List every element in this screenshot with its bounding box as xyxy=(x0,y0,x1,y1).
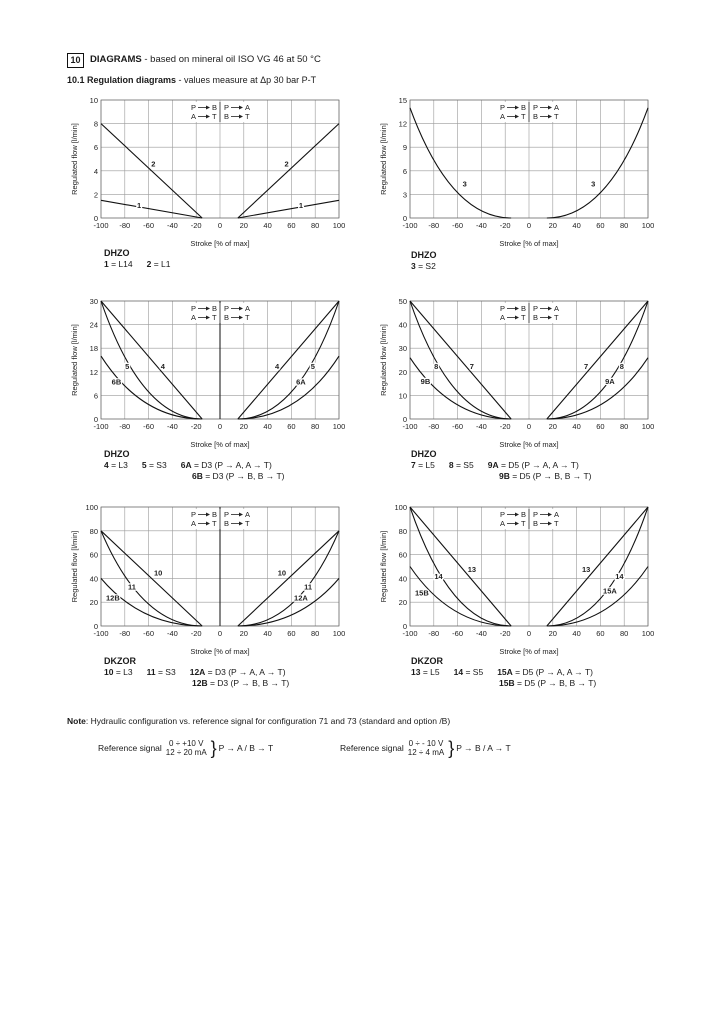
legend-entry: 14 = S5 xyxy=(453,667,484,677)
flow-symbol-port: A xyxy=(500,519,506,528)
y-tick-label: 24 xyxy=(89,320,98,330)
legend-entry: 12A = D3 (P → A, A → T) xyxy=(189,667,286,677)
legend-row xyxy=(411,460,606,471)
flow-symbol-port: T xyxy=(245,519,250,528)
flow-symbol-port: B xyxy=(521,304,527,313)
y-tick-label: 6 xyxy=(93,391,98,401)
y-axis-label: Regulated flow [l/min] xyxy=(70,530,79,603)
legend-model: DKZOR xyxy=(411,656,443,666)
legend-entry: 6B = D3 (P → B, B → T) xyxy=(192,471,285,481)
x-tick-label: -80 xyxy=(119,221,131,230)
legend-entry: 13 = L5 xyxy=(411,667,440,677)
y-tick-label: 80 xyxy=(398,526,407,536)
x-axis-label: Stroke [% of max] xyxy=(499,440,559,449)
series-label-11: 11 xyxy=(304,582,313,592)
reference-signal-result: P → B / A → T xyxy=(456,743,511,753)
flow-symbol-port: B xyxy=(533,519,539,528)
y-tick-label: 18 xyxy=(89,344,98,354)
chart-1 xyxy=(70,96,345,248)
flow-symbol-port: P xyxy=(533,304,539,313)
flow-symbol-port: A xyxy=(191,313,197,322)
x-axis-label: Stroke [% of max] xyxy=(190,647,250,656)
flow-symbol-bg xyxy=(498,102,562,122)
x-tick-label: -80 xyxy=(428,422,440,431)
legend-row xyxy=(104,471,299,482)
flow-symbol-port: T xyxy=(521,313,526,322)
flow-symbol-port: B xyxy=(212,304,218,313)
legend-model: DHZO xyxy=(411,449,437,459)
series-label-13: 13 xyxy=(467,564,477,574)
flow-symbol-port: T xyxy=(212,519,217,528)
x-tick-label: 0 xyxy=(526,422,532,431)
x-tick-label: -20 xyxy=(499,629,511,638)
x-tick-label: 60 xyxy=(287,629,296,638)
reference-signal-current: 12 ÷ 20 mA xyxy=(165,748,207,757)
legend-row xyxy=(104,259,185,270)
reference-signal-positive xyxy=(98,739,273,757)
legend-entry: 7 = L5 xyxy=(411,460,435,470)
x-tick-label: 40 xyxy=(263,221,272,230)
x-tick-label: 80 xyxy=(311,221,320,230)
y-tick-label: 15 xyxy=(398,96,407,105)
flow-symbol-port: T xyxy=(212,313,217,322)
chart-6 xyxy=(379,503,654,656)
legend-row xyxy=(411,667,610,678)
flow-symbol-port: A xyxy=(245,103,251,112)
series-label-9B: 9B xyxy=(420,377,431,387)
y-axis-label: Regulated flow [l/min] xyxy=(70,324,79,396)
flow-symbol-port: B xyxy=(533,313,539,322)
series-line-7 xyxy=(547,301,648,419)
flow-symbol-port: A xyxy=(554,304,560,313)
section-title-rest: - based on mineral oil ISO VG 46 at 50 °C xyxy=(141,54,321,65)
y-tick-label: 6 xyxy=(402,166,407,176)
x-tick-label: -100 xyxy=(402,221,418,230)
x-tick-label: -20 xyxy=(499,221,511,230)
flow-symbol-port: A xyxy=(500,313,506,322)
series-line-1 xyxy=(238,200,339,218)
x-tick-label: -60 xyxy=(143,422,155,431)
x-tick-label: 40 xyxy=(572,422,581,431)
flow-symbol-port: T xyxy=(554,313,559,322)
flow-symbol-port: P xyxy=(224,304,230,313)
flow-symbol-port: T xyxy=(245,313,250,322)
flow-symbol xyxy=(498,509,562,529)
x-tick-label: 40 xyxy=(263,629,272,638)
series-label-4: 4 xyxy=(275,361,280,371)
y-tick-label: 30 xyxy=(89,297,98,306)
flow-symbol xyxy=(189,102,253,122)
x-tick-label: 80 xyxy=(620,422,629,431)
reference-signal-label: Reference signal xyxy=(98,743,162,753)
series-label-14: 14 xyxy=(615,572,624,582)
series-label-14: 14 xyxy=(434,572,443,582)
y-tick-label: 0 xyxy=(402,415,407,424)
series-label-6B: 6B xyxy=(111,377,122,387)
flow-symbol-port: P xyxy=(191,304,197,313)
flow-symbol-port: A xyxy=(500,112,506,121)
series-label-2: 2 xyxy=(151,159,156,169)
x-tick-label: -60 xyxy=(143,221,155,230)
legend-row xyxy=(411,678,610,689)
y-tick-label: 10 xyxy=(398,391,407,401)
x-tick-label: -80 xyxy=(119,422,131,431)
flow-symbol-port: B xyxy=(521,103,527,112)
y-tick-label: 2 xyxy=(93,190,98,200)
series-label-1: 1 xyxy=(136,201,142,211)
x-tick-label: 60 xyxy=(596,629,605,638)
series-label-12A: 12A xyxy=(294,593,308,603)
y-tick-label: 10 xyxy=(89,96,98,105)
series-line-3 xyxy=(410,108,511,218)
flow-symbol-port: T xyxy=(554,112,559,121)
x-tick-label: -100 xyxy=(402,422,418,431)
legend-model: DHZO xyxy=(104,248,130,258)
y-tick-label: 60 xyxy=(398,550,407,560)
x-tick-label: 20 xyxy=(239,422,248,431)
flow-symbol-port: T xyxy=(245,112,250,121)
y-tick-label: 8 xyxy=(93,119,98,129)
x-tick-label: -40 xyxy=(475,422,487,431)
x-tick-label: -60 xyxy=(452,221,464,230)
flow-symbol-bg xyxy=(189,102,253,122)
series-label-11: 11 xyxy=(127,582,136,592)
y-tick-label: 0 xyxy=(402,622,407,631)
series-line-4 xyxy=(101,301,202,419)
x-tick-label: 100 xyxy=(641,629,655,638)
legend-entry: 15A = D5 (P → A, A → T) xyxy=(497,667,594,677)
series-line-6A xyxy=(238,356,339,419)
flow-symbol-port: A xyxy=(554,510,560,519)
series-line-13 xyxy=(547,507,648,626)
y-tick-label: 60 xyxy=(89,550,98,560)
x-tick-label: -100 xyxy=(93,422,109,431)
brace-icon: } xyxy=(448,738,455,758)
x-tick-label: 20 xyxy=(548,221,557,230)
flow-symbol-port: P xyxy=(191,103,197,112)
y-axis-label: Regulated flow [l/min] xyxy=(379,123,388,195)
x-tick-label: -80 xyxy=(119,629,131,638)
x-tick-label: 20 xyxy=(239,629,248,638)
x-axis-label: Stroke [% of max] xyxy=(499,239,559,248)
x-tick-label: 0 xyxy=(526,629,532,638)
reference-signal-voltage: 0 ÷ - 10 V xyxy=(408,739,444,748)
y-tick-label: 12 xyxy=(89,367,98,377)
chart-2 xyxy=(379,96,654,248)
x-tick-label: 100 xyxy=(332,221,346,230)
legend-entry: 1 = L14 xyxy=(104,259,133,269)
series-line-9B xyxy=(410,358,511,419)
y-tick-label: 30 xyxy=(398,344,407,354)
flow-symbol-port: A xyxy=(191,519,197,528)
flow-symbol-port: T xyxy=(521,112,526,121)
legend-chart-2 xyxy=(411,250,450,272)
x-axis-label: Stroke [% of max] xyxy=(499,647,559,656)
x-tick-label: 80 xyxy=(620,221,629,230)
x-tick-label: 20 xyxy=(548,422,557,431)
flow-symbol-port: P xyxy=(191,510,197,519)
series-label-3: 3 xyxy=(591,179,596,189)
flow-symbol xyxy=(498,102,562,122)
series-label-15B: 15B xyxy=(415,588,429,598)
x-tick-label: 100 xyxy=(641,422,655,431)
note-text: : Hydraulic configuration vs. reference signal for configuration 71 and 73 (standard and option /B) xyxy=(85,716,451,726)
x-tick-label: -100 xyxy=(93,221,109,230)
legend-row xyxy=(104,667,303,678)
legend-entry: 5 = S3 xyxy=(141,460,167,470)
reference-signal-negative xyxy=(340,739,511,757)
x-tick-label: 0 xyxy=(217,629,223,638)
reference-signal-label: Reference signal xyxy=(340,743,404,753)
x-tick-label: -60 xyxy=(452,629,464,638)
flow-symbol-port: B xyxy=(224,112,230,121)
reference-signal-voltage: 0 ÷ +10 V xyxy=(169,739,204,748)
series-label-7: 7 xyxy=(584,361,589,371)
series-label-15A: 15A xyxy=(603,586,617,596)
flow-symbol-port: B xyxy=(224,313,230,322)
y-axis-label: Regulated flow [l/min] xyxy=(379,530,388,603)
note xyxy=(67,716,450,726)
flow-symbol-bg xyxy=(498,303,562,323)
legend-model: DHZO xyxy=(411,250,437,260)
x-tick-label: 0 xyxy=(217,221,223,230)
flow-symbol-port: T xyxy=(554,519,559,528)
y-tick-label: 4 xyxy=(93,166,98,176)
x-tick-label: 60 xyxy=(596,221,605,230)
series-label-7: 7 xyxy=(469,361,474,371)
legend-chart-3 xyxy=(104,449,299,482)
legend-entry: 8 = S5 xyxy=(448,460,474,470)
flow-symbol-port: T xyxy=(212,112,217,121)
series-label-4: 4 xyxy=(160,361,165,371)
flow-symbol-port: B xyxy=(212,103,218,112)
flow-symbol-bg xyxy=(498,509,562,529)
y-tick-label: 40 xyxy=(398,320,407,330)
legend-chart-1 xyxy=(104,248,185,270)
legend-entry: 3 = S2 xyxy=(411,261,436,271)
y-tick-label: 50 xyxy=(398,297,407,306)
y-tick-label: 100 xyxy=(85,503,98,512)
series-label-12B: 12B xyxy=(106,593,120,603)
x-tick-label: -20 xyxy=(190,629,202,638)
x-tick-label: 100 xyxy=(332,422,346,431)
y-tick-label: 0 xyxy=(93,622,98,631)
flow-symbol-port: P xyxy=(224,103,230,112)
x-tick-label: 20 xyxy=(548,629,557,638)
x-tick-label: -20 xyxy=(499,422,511,431)
flow-symbol-port: B xyxy=(212,510,218,519)
note-label: Note xyxy=(67,716,86,726)
x-tick-label: -20 xyxy=(190,422,202,431)
chart-3 xyxy=(70,297,345,449)
x-tick-label: -80 xyxy=(428,221,440,230)
legend-row xyxy=(104,678,303,689)
flow-symbol-port: P xyxy=(500,510,506,519)
x-tick-label: 40 xyxy=(572,629,581,638)
y-tick-label: 12 xyxy=(398,119,407,129)
flow-symbol-port: A xyxy=(191,112,197,121)
chart-5 xyxy=(70,503,345,656)
series-line-6B xyxy=(101,356,202,419)
x-tick-label: 100 xyxy=(641,221,655,230)
y-tick-label: 20 xyxy=(89,598,98,608)
series-label-9A: 9A xyxy=(605,377,615,387)
series-label-5: 5 xyxy=(310,361,315,371)
x-tick-label: -40 xyxy=(166,629,178,638)
x-tick-label: 60 xyxy=(596,422,605,431)
x-tick-label: -40 xyxy=(166,422,178,431)
x-tick-label: 60 xyxy=(287,422,296,431)
subsection-title-bold: 10.1 Regulation diagrams xyxy=(67,75,177,85)
series-label-8: 8 xyxy=(619,361,624,371)
flow-symbol-port: B xyxy=(521,510,527,519)
flow-symbol-bg xyxy=(189,509,253,529)
y-axis-label: Regulated flow [l/min] xyxy=(379,324,388,396)
series-label-8: 8 xyxy=(434,361,439,371)
legend-chart-6 xyxy=(411,656,610,689)
x-axis-label: Stroke [% of max] xyxy=(190,440,250,449)
flow-symbol-port: P xyxy=(533,510,539,519)
chart-4 xyxy=(379,297,654,449)
x-tick-label: -60 xyxy=(452,422,464,431)
y-tick-label: 9 xyxy=(402,143,407,153)
x-tick-label: 80 xyxy=(311,629,320,638)
series-line-3 xyxy=(547,108,648,218)
reference-signal-result: P → A / B → T xyxy=(218,743,274,753)
series-line-9A xyxy=(547,358,648,419)
flow-symbol-port: B xyxy=(533,112,539,121)
x-axis-label: Stroke [% of max] xyxy=(190,239,250,248)
flow-symbol-port: A xyxy=(245,304,251,313)
flow-symbol-port: T xyxy=(521,519,526,528)
legend-entry: 10 = L3 xyxy=(104,667,133,677)
legend-entry: 6A = D3 (P → A, A → T) xyxy=(180,460,272,470)
x-tick-label: -40 xyxy=(475,221,487,230)
y-tick-label: 40 xyxy=(398,574,407,584)
x-tick-label: -80 xyxy=(428,629,440,638)
series-label-5: 5 xyxy=(125,361,130,371)
legend-entry: 9B = D5 (P → B, B → T) xyxy=(499,471,592,481)
x-tick-label: -20 xyxy=(190,221,202,230)
brace-icon: } xyxy=(210,738,217,758)
series-label-10: 10 xyxy=(153,568,163,578)
x-tick-label: 80 xyxy=(311,422,320,431)
y-axis-label: Regulated flow [l/min] xyxy=(70,123,79,195)
y-tick-label: 3 xyxy=(402,190,407,200)
x-tick-label: 80 xyxy=(620,629,629,638)
flow-symbol-port: A xyxy=(554,103,560,112)
x-tick-label: -100 xyxy=(402,629,418,638)
legend-chart-4 xyxy=(411,449,606,482)
subsection-title-rest: - values measure at Δp 30 bar P-T xyxy=(176,75,317,85)
legend-row xyxy=(104,460,299,471)
x-tick-label: 60 xyxy=(287,221,296,230)
x-tick-label: 0 xyxy=(526,221,532,230)
y-tick-label: 0 xyxy=(402,214,407,223)
flow-symbol-bg xyxy=(189,303,253,323)
flow-symbol xyxy=(189,509,253,529)
series-line-7 xyxy=(410,301,511,419)
x-tick-label: -100 xyxy=(93,629,109,638)
flow-symbol-port: P xyxy=(500,103,506,112)
series-label-13: 13 xyxy=(581,564,591,574)
y-tick-label: 0 xyxy=(93,415,98,424)
flow-symbol-port: P xyxy=(500,304,506,313)
legend-entry: 9A = D5 (P → A, A → T) xyxy=(487,460,579,470)
legend-row xyxy=(411,471,606,482)
series-label-10: 10 xyxy=(277,568,287,578)
x-tick-label: -40 xyxy=(475,629,487,638)
flow-symbol xyxy=(189,303,253,323)
series-line-13 xyxy=(410,507,511,626)
x-tick-label: 100 xyxy=(332,629,346,638)
flow-symbol-port: A xyxy=(245,510,251,519)
y-tick-label: 40 xyxy=(89,574,98,584)
legend-row xyxy=(411,261,450,272)
series-label-6A: 6A xyxy=(296,377,306,387)
y-tick-label: 0 xyxy=(93,214,98,223)
y-tick-label: 100 xyxy=(394,503,407,512)
reference-signal-current: 12 ÷ 4 mA xyxy=(407,748,445,757)
series-line-15A xyxy=(547,564,648,627)
x-tick-label: 40 xyxy=(572,221,581,230)
series-label-3: 3 xyxy=(462,179,467,189)
legend-entry: 15B = D5 (P → B, B → T) xyxy=(499,678,597,688)
flow-symbol-port: P xyxy=(224,510,230,519)
y-tick-label: 80 xyxy=(89,526,98,536)
series-label-2: 2 xyxy=(284,159,289,169)
legend-chart-5 xyxy=(104,656,303,689)
legend-model: DKZOR xyxy=(104,656,136,666)
x-tick-label: -40 xyxy=(166,221,178,230)
x-tick-label: 40 xyxy=(263,422,272,431)
y-tick-label: 6 xyxy=(93,143,98,153)
x-tick-label: 20 xyxy=(239,221,248,230)
section-title-bold: DIAGRAMS xyxy=(90,54,142,65)
series-line-4 xyxy=(238,301,339,419)
flow-symbol-port: P xyxy=(533,103,539,112)
legend-model: DHZO xyxy=(104,449,130,459)
flow-symbol-port: B xyxy=(224,519,230,528)
x-tick-label: -60 xyxy=(143,629,155,638)
section-number: 10 xyxy=(67,53,84,68)
flow-symbol xyxy=(498,303,562,323)
series-label-1: 1 xyxy=(298,201,304,211)
x-tick-label: 0 xyxy=(217,422,223,431)
y-tick-label: 20 xyxy=(398,367,407,377)
legend-entry: 2 = L1 xyxy=(146,259,171,269)
legend-entry: 12B = D3 (P → B, B → T) xyxy=(192,678,290,688)
series-line-1 xyxy=(101,200,202,218)
legend-entry: 11 = S3 xyxy=(146,667,176,677)
y-tick-label: 20 xyxy=(398,598,407,608)
legend-entry: 4 = L3 xyxy=(104,460,128,470)
